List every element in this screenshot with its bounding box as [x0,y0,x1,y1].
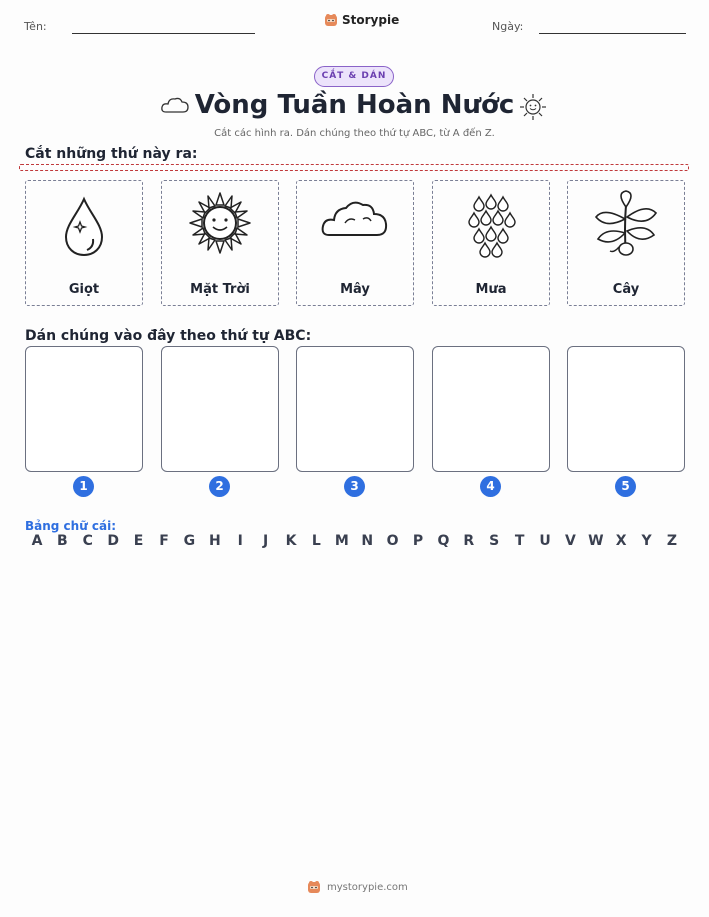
storypie-logo-icon [307,880,321,894]
alphabet-letter: J [262,533,269,549]
alphabet-letter: O [386,533,399,549]
alphabet-letter: D [107,533,119,549]
plant-icon [592,189,660,273]
slot-number-badge: 3 [344,476,365,497]
storypie-logo-icon [324,13,338,27]
page-title: Vòng Tuần Hoàn Nước [194,90,515,120]
alphabet-letter: N [361,533,374,549]
slot-number-badge: 4 [480,476,501,497]
alphabet-letter: A [31,533,43,549]
alphabet-letter: B [57,533,68,549]
slot-number-badge: 2 [209,476,230,497]
card-label: Mây [340,282,370,297]
cut-card-rain[interactable] [432,180,550,306]
instructions: Cắt các hình ra. Dán chúng theo thứ tự ABC, từ A đến Z. [214,128,495,139]
name-label: Tên: [24,20,47,33]
alphabet-letter: X [615,533,627,549]
alphabet-letter: P [412,533,424,549]
cut-card-sun[interactable] [161,180,279,306]
alphabet-letter: C [82,533,93,549]
alphabet-letter: G [183,533,196,549]
alphabet-letter: K [285,533,297,549]
card-label: Giọt [68,282,100,297]
alphabet-letter: R [463,533,475,549]
footer-url: mystorypie.com [327,881,408,893]
alphabet-letter: I [237,533,243,549]
alphabet-letter: H [208,533,221,549]
card-label: Cây [612,282,640,297]
footer [307,880,408,894]
cut-line [19,164,689,171]
alphabet-letter: S [489,533,500,549]
date-label: Ngày: [492,20,524,33]
sun-decoration-icon [519,93,547,121]
paste-slot-3[interactable] [296,346,414,472]
alphabet-letter: W [588,533,604,549]
sun-icon [186,189,254,273]
alphabet-letter: T [514,533,525,549]
alphabet-letter: U [539,533,551,549]
name-line [72,33,255,34]
brand-name: Storypie [342,13,400,27]
cloud-icon [321,189,389,273]
alphabet-letter: L [311,533,321,549]
alphabet-letter: F [159,533,169,549]
date-line [539,33,686,34]
slot-number-badge: 1 [73,476,94,497]
alphabet-letter: V [564,533,576,549]
paste-slot-2[interactable] [161,346,279,472]
alphabet-letter: Z [666,533,678,549]
alphabet-letter: Y [641,533,652,549]
activity-tag: CẮT & DÁN [314,66,394,87]
alphabet-letter: M [334,533,349,549]
card-label: Mưa [475,282,507,297]
paste-slot-1[interactable] [25,346,143,472]
cut-card-cloud[interactable] [296,180,414,306]
card-label: Mặt Trời [190,282,250,297]
cut-card-drop[interactable] [25,180,143,306]
alphabet-letter: Q [437,533,450,549]
paste-heading: Dán chúng vào đây theo thứ tự ABC: [25,328,312,344]
paste-slot-4[interactable] [432,346,550,472]
slot-number-badge: 5 [615,476,636,497]
paste-slot-5[interactable] [567,346,685,472]
rain-icon [457,189,525,273]
cut-heading: Cắt những thứ này ra: [25,146,198,162]
alphabet-heading: Bảng chữ cái: [25,519,117,533]
alphabet-letter: E [133,533,144,549]
cut-card-plant[interactable] [567,180,685,306]
water-drop-icon [50,189,118,273]
brand [324,13,399,27]
